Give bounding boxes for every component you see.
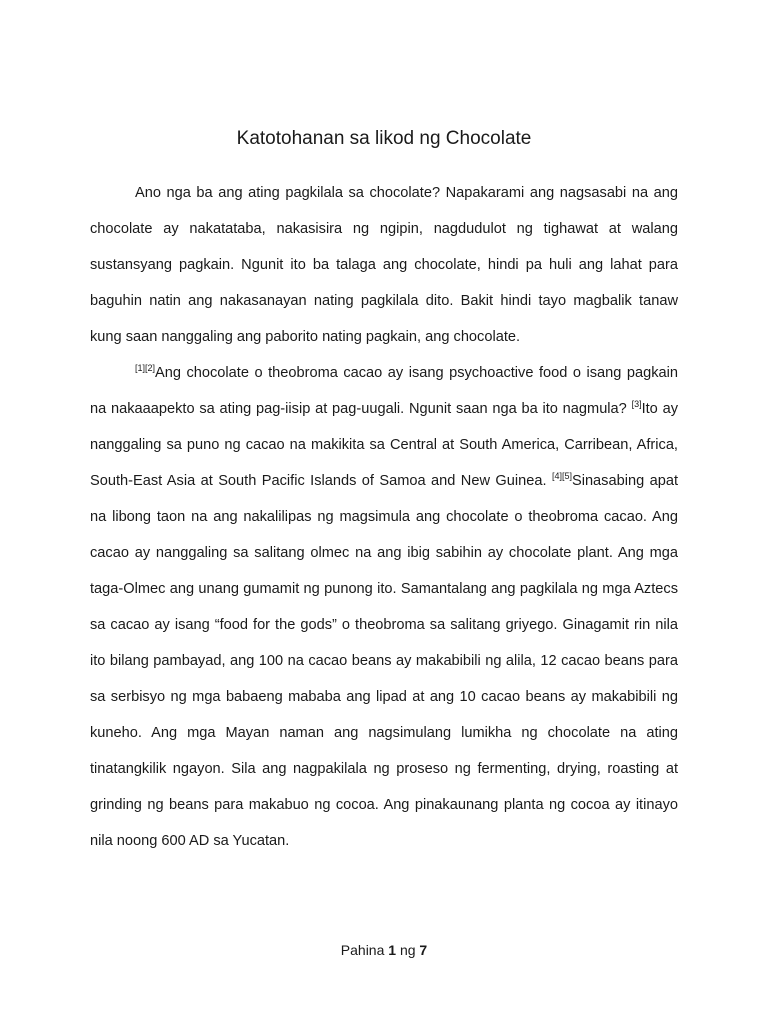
paragraph-text: Ito ay nanggaling sa puno ng cacao na makikita sa Central at South America, Carribean, Africa, South-East Asia at South Pacific Islands of Samoa and New Guinea. [90,401,678,489]
page-footer [0,942,768,958]
paragraph-history [90,355,678,859]
footer-total-pages: 7 [419,942,428,958]
document-body [90,175,678,859]
citation-ref[interactable]: [3] [631,399,642,410]
paragraph-text: Ang chocolate o theobroma cacao ay isang psychoactive food o isang pagkain na nakaaapekto sa ating pag-iisip at pag-uugali. Ngunit saan nga ba ito nagmula? [90,365,678,417]
footer-current-page: 1 [388,942,397,958]
citation-ref[interactable]: [1][2] [135,363,156,374]
paragraph-intro: Ano nga ba ang ating pagkilala sa chocolate? Napakarami ang nagsasabi na ang chocolate ay nakatataba, nakasisira ng ngipin, nagdudulot ng tighawat at walang sustansyang pagkain. Ngunit ito ba talaga ang chocolate, hindi pa huli ang lahat para baguhin natin ang nakasanayan nating pagkilala dito. Bakit hindi tayo magbalik tanaw kung saan nanggaling ang paborito nating pagkain, ang chocolate. [90,185,678,345]
footer-label-pahina: Pahina [340,942,385,958]
footer-label-ng: ng [399,942,416,958]
paragraph-text: Sinasabing apat na libong taon na ang nakalilipas ng magsimula ang chocolate o theobroma cacao. Ang cacao ay nanggaling sa salitang olmec na ang ibig sabihin ay chocolate plant. Ang mga taga-Olmec ang unang gumamit ng punong ito. Samantalang ang pagkilala ng mga Aztecs sa cacao ay isang “food for the gods” o theobroma sa salitang griyego. Ginagamit rin nila ito bilang pambayad, ang 100 na cacao beans ay makabibili ng alila, 12 cacao beans para sa serbisyo ng mga babaeng mababa ang lipad at ang 10 cacao beans ay makabibili ng kuneho. Ang mga Mayan naman ang nagsimulang lumikha ng chocolate na ating tinatangkilik ngayon. Sila ang nagpakilala ng proseso ng fermenting, drying, roasting at grinding ng beans para makabuo ng cocoa. Ang pinakaunang planta ng cocoa ay itinayo nila noong 600 AD sa Yucatan. [90,473,679,849]
citation-ref[interactable]: [4][5] [551,471,572,482]
document-title: Katotohanan sa likod ng Chocolate [236,128,532,149]
